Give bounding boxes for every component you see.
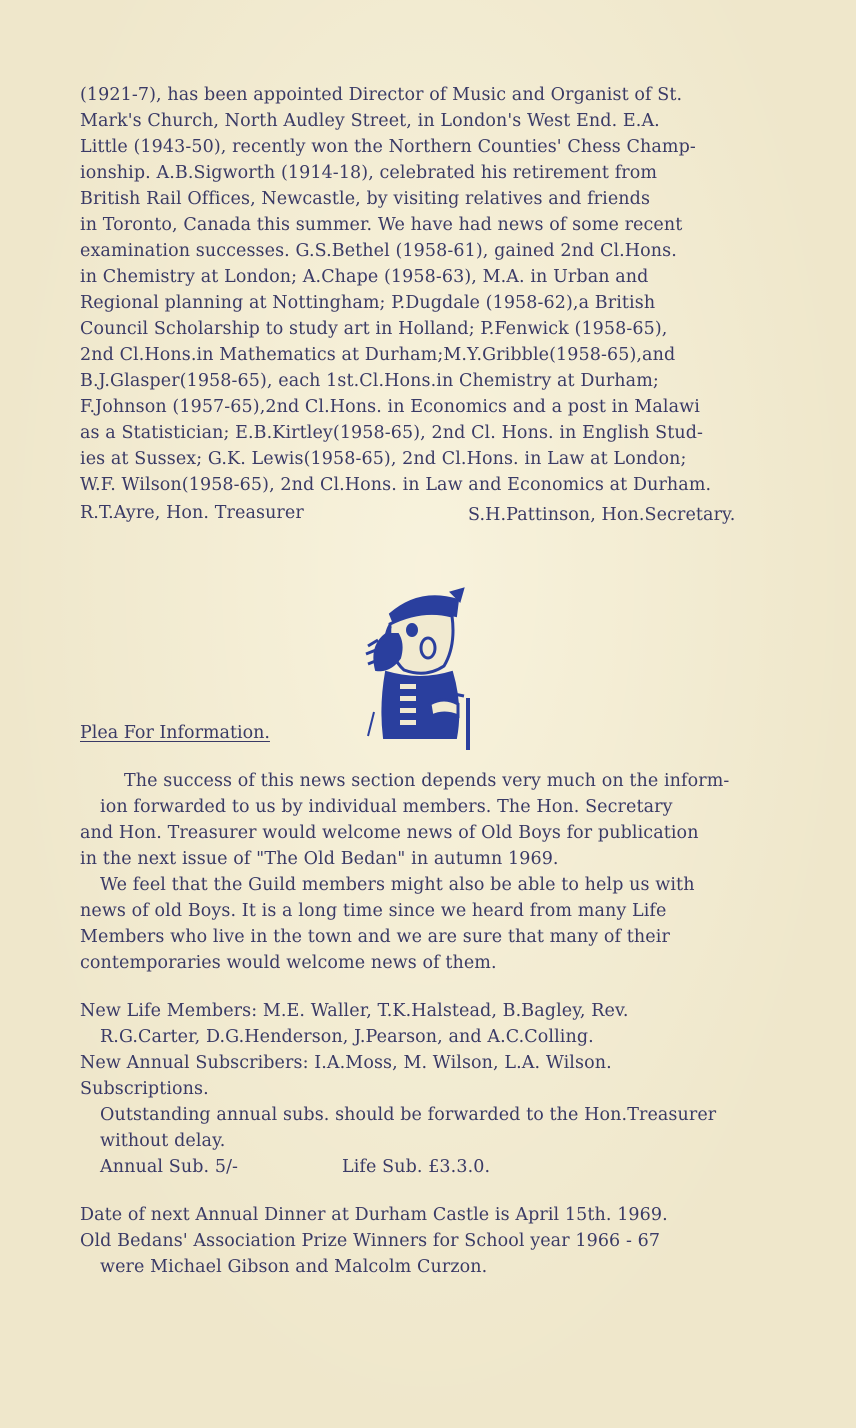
- text-line: Mark's Church, North Audley Street, in London's West End. E.A.: [80, 111, 660, 131]
- text-line: Regional planning at Nottingham; P.Dugdale (1958-62),a British: [80, 293, 656, 313]
- treasurer-signature: R.T.Ayre, Hon. Treasurer: [80, 503, 304, 523]
- text-line: as a Statistician; E.B.Kirtley(1958-65), 2nd Cl. Hons. in English Stud-: [80, 423, 704, 443]
- text-line: Little (1943-50), recently won the Northern Counties' Chess Champ-: [80, 137, 696, 157]
- plea-heading: Plea For Information.: [80, 723, 270, 743]
- annual-sub: Annual Sub. 5/-: [100, 1157, 239, 1177]
- text-line: F.Johnson (1957-65),2nd Cl.Hons. in Economics and a post in Malawi: [80, 397, 700, 417]
- text-line: New Life Members: M.E. Waller, T.K.Halstead, B.Bagley, Rev.: [80, 1001, 629, 1021]
- text-line: in the next issue of "The Old Bedan" in autumn 1969.: [80, 849, 559, 869]
- text-line: 2nd Cl.Hons.in Mathematics at Durham;M.Y.Gribble(1958-65),and: [80, 345, 676, 365]
- text-line: in Chemistry at London; A.Chape (1958-63), M.A. in Urban and: [80, 267, 649, 287]
- subscriptions-heading: Subscriptions.: [80, 1079, 209, 1099]
- text-line: British Rail Offices, Newcastle, by visiting relatives and friends: [80, 189, 651, 209]
- text-line: ionship. A.B.Sigworth (1914-18), celebrated his retirement from: [80, 163, 658, 183]
- text-line: and Hon. Treasurer would welcome news of Old Boys for publication: [80, 823, 699, 843]
- text-line: Date of next Annual Dinner at Durham Castle is April 15th. 1969.: [80, 1205, 668, 1225]
- text-line: R.G.Carter, D.G.Henderson, J.Pearson, and A.C.Colling.: [100, 1027, 594, 1047]
- text-line: Outstanding annual subs. should be forwarded to the Hon.Treasurer: [100, 1105, 717, 1125]
- text-line: Council Scholarship to study art in Holland; P.Fenwick (1958-65),: [80, 319, 668, 339]
- text-line: were Michael Gibson and Malcolm Curzon.: [100, 1257, 488, 1277]
- text-line: news of old Boys. It is a long time since we heard from many Life: [80, 901, 667, 921]
- text-line: (1921-7), has been appointed Director of Music and Organist of St.: [80, 85, 683, 105]
- text-line: ies at Sussex; G.K. Lewis(1958-65), 2nd Cl.Hons. in Law at London;: [80, 449, 687, 469]
- text-line: ion forwarded to us by individual members. The Hon. Secretary: [100, 797, 673, 817]
- text-line: W.F. Wilson(1958-65), 2nd Cl.Hons. in Law and Economics at Durham.: [80, 475, 712, 495]
- text-line: examination successes. G.S.Bethel (1958-61), gained 2nd Cl.Hons.: [80, 241, 677, 261]
- text-line: without delay.: [100, 1131, 226, 1151]
- boy-with-megaphone-illustration: [360, 586, 482, 752]
- text-line: Members who live in the town and we are sure that many of their: [80, 927, 670, 947]
- text-line: We feel that the Guild members might also be able to help us with: [100, 875, 695, 895]
- text-line: in Toronto, Canada this summer. We have had news of some recent: [80, 215, 683, 235]
- life-sub: Life Sub. £3.3.0.: [342, 1157, 491, 1177]
- text-line: New Annual Subscribers: I.A.Moss, M. Wilson, L.A. Wilson.: [80, 1053, 612, 1073]
- text-line: Old Bedans' Association Prize Winners for School year 1966 - 67: [80, 1231, 661, 1251]
- text-line: contemporaries would welcome news of them.: [80, 953, 497, 973]
- text-line: B.J.Glasper(1958-65), each 1st.Cl.Hons.in Chemistry at Durham;: [80, 371, 659, 391]
- secretary-signature: S.H.Pattinson, Hon.Secretary.: [468, 505, 736, 525]
- text-line: The success of this news section depends very much on the inform-: [124, 771, 730, 791]
